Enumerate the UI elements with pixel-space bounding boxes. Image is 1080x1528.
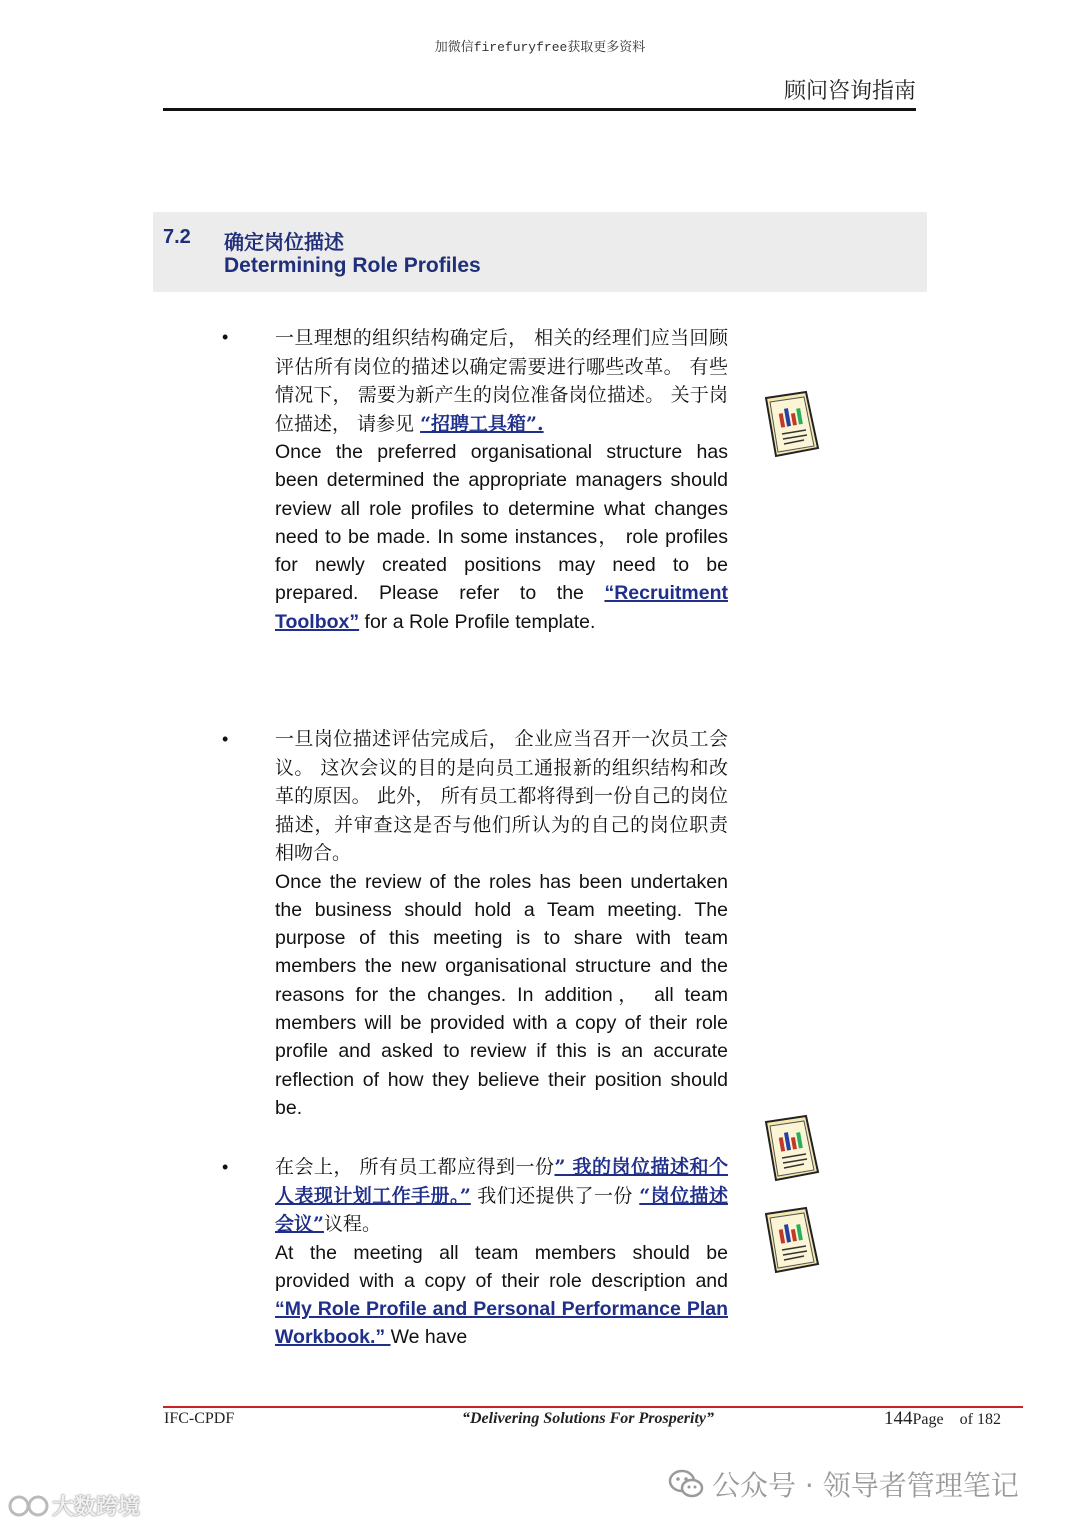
section-title-chinese: 确定岗位描述 <box>224 232 344 254</box>
bullet-item-1 <box>275 324 728 636</box>
corner-watermark <box>8 1490 140 1521</box>
page-label: Page <box>912 1411 944 1428</box>
document-chart-icon <box>760 1114 822 1184</box>
document-chart-icon <box>760 1206 822 1276</box>
document-chart-icon <box>760 390 822 460</box>
wechat-account-name: 公众号 · 领导者管理笔记 <box>712 1469 1019 1502</box>
bullet-marker: • <box>222 729 229 749</box>
watermark-logo-icon <box>8 1493 52 1519</box>
recruitment-toolbox-link[interactable]: “Recruitment Toolbox” <box>275 582 728 633</box>
bullet-marker: • <box>222 1157 229 1177</box>
page-indicator <box>884 1408 1001 1430</box>
corner-watermark-text: 大数跨境 <box>52 1495 141 1520</box>
top-watermark: 加微信firefuryfree获取更多资料 <box>434 40 646 55</box>
document-title: 顾问咨询指南 <box>783 78 916 103</box>
role-profile-meeting-link-cn[interactable]: “岗位描述会议” <box>275 1184 728 1235</box>
role-profile-workbook-link[interactable]: “My Role Profile and Personal Performance Plan Workbook.” <box>275 1298 728 1349</box>
section-title-english: Determining Role Profiles <box>224 254 481 277</box>
paragraph-english: Once the preferred organisational structure has been determined the appropriate managers should review all role profiles to determine what changes need to be made. In some instances， role profiles for newly created positions may need to be prepared. Please refer to the “Recruitment Toolbox” for a Role Profile template. <box>275 441 728 633</box>
section-number: 7.2 <box>163 226 191 248</box>
role-profile-workbook-link-cn[interactable]: ” 我的岗位描述和个人表现计划工作手册。” <box>275 1156 728 1207</box>
wechat-account-watermark <box>668 1464 1019 1504</box>
paragraph-english: Once the review of the roles has been undertaken the business should hold a Team meeting. The purpose of this meeting is to share with team members the new organisational structure and the reasons for the changes. In addition， all team members will be provided with a copy of their role profile and asked to review if this is an accurate reflection of how they believe their position should be. <box>275 870 728 1119</box>
footer-slogan: “Delivering Solutions For Prosperity” <box>462 1410 715 1427</box>
bullet-marker: • <box>222 327 229 347</box>
paragraph-english: At the meeting all team members should be provided with a copy of their role description and “My Role Profile and Personal Performance Plan Workbook.” We have <box>275 1241 728 1349</box>
page-total: of 182 <box>959 1411 1001 1428</box>
header-divider <box>163 108 916 111</box>
wechat-icon <box>668 1468 704 1500</box>
paragraph-chinese: 在会上， 所有员工都应得到一份” 我的岗位描述和个人表现计划工作手册。” 我们还提供了一份 “岗位描述会议”议程。 <box>275 1156 728 1235</box>
bullet-item-3 <box>275 1153 728 1352</box>
page-number: 144 <box>884 1408 913 1429</box>
paragraph-chinese: 一旦理想的组织结构确定后， 相关的经理们应当回顾评估所有岗位的描述以确定需要进行哪些改革。 有些情况下， 需要为新产生的岗位准备岗位描述。 关于岗位描述， 请参见 “招聘工具箱”. <box>275 327 728 435</box>
recruitment-toolbox-link-cn[interactable]: “招聘工具箱”. <box>420 412 544 435</box>
paragraph-chinese: 一旦岗位描述评估完成后， 企业应当召开一次员工会议。 这次会议的目的是向员工通报新的组织结构和改革的原因。 此外， 所有员工都将得到一份自己的岗位描述，并审查这是否与他们所认为的自己的岗位职责相吻合。 <box>275 728 728 864</box>
bullet-item-2 <box>275 725 728 1122</box>
footer-org-code: IFC-CPDF <box>164 1410 235 1427</box>
